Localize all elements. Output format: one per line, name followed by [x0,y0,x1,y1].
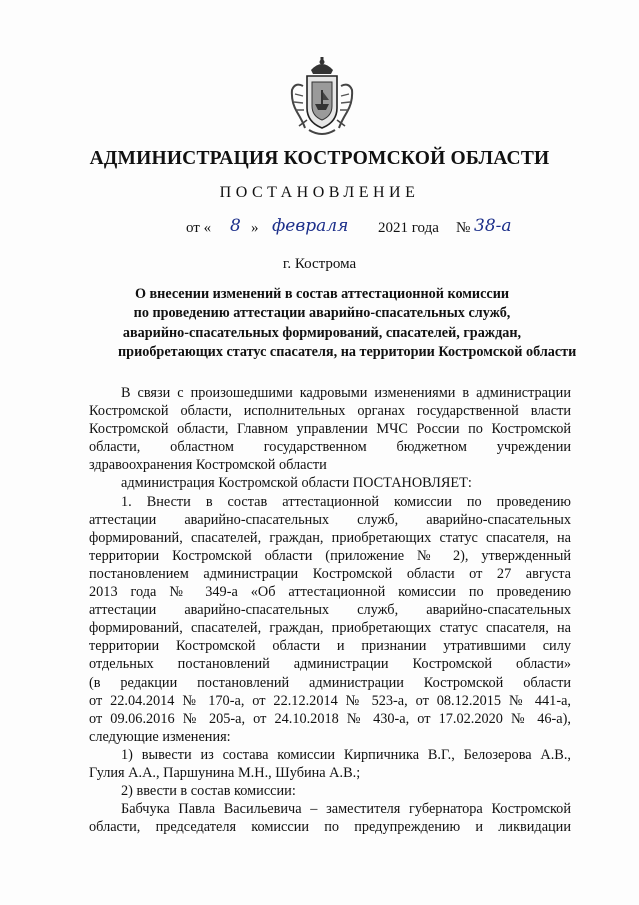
doc-number: 38-а [474,216,512,236]
body-line: постановлением администрации Костромской области от 27 августа [89,565,571,582]
subject-line: О внесении изменений в состав аттестационной комиссии [134,286,510,302]
body-line: 2) ввести в состав комиссии: [121,783,296,800]
body-line: области, областном государственном бюджетном учреждении [89,439,571,456]
date-year: 2021 года [378,220,439,236]
date-day: 8 [230,216,241,236]
body-line: формирований, спасателей, граждан, приобретающих статус спасателя, на [89,620,571,637]
body-line: отдельных постановлений администрации Костромской области» [89,656,571,673]
document-type: ПОСТАНОВЛЕНИЕ [219,184,420,201]
coat-of-arms-emblem [289,56,355,140]
organization-title: АДМИНИСТРАЦИЯ КОСТРОМСКОЙ ОБЛАСТИ [89,148,550,169]
date-month: февраля [272,216,349,236]
date-line [0,217,639,239]
body-line: территории Костромской области и признании утратившими силу [89,638,571,655]
document-body [89,384,571,836]
body-line: области, председателя комиссии по предупреждению и ликвидации [89,819,571,836]
body-line: Гулия А.А., Паршунина М.Н., Шубина А.В.; [89,764,361,781]
subject-line: аварийно-спасательных формирований, спасателей, граждан, [122,324,522,341]
body-line: аттестации аварийно-спасательных служб, аварийно-спасательных [89,602,571,619]
document-subject [118,285,577,363]
body-line: от 22.04.2014 № 170-а, от 22.12.2014 № 523-а, от 08.12.2015 № 441-а, [89,692,571,709]
body-line: здравоохранения Костромской области [89,457,327,474]
body-line: 1. Внести в состав аттестационной комиссии по проведению [121,493,571,510]
body-line: Костромской области, Главном управлении МЧС России по Костромской [89,421,571,438]
body-line: от 09.06.2016 № 205-а, от 24.10.2018 № 430-а, от 17.02.2020 № 46-а), [89,710,571,727]
date-sep: » [251,220,259,236]
body-line: территории Костромской области (приложение № 2), утвержденный [89,547,571,564]
body-line: следующие изменения: [89,728,231,745]
body-line: аттестации аварийно-спасательных служб, аварийно-спасательных [89,511,571,528]
body-line: администрация Костромской области ПОСТАНОВЛЯЕТ: [121,475,472,492]
city: г. Кострома [282,256,357,272]
body-line: формирований, спасателей, граждан, приобретающих статус спасателя, на [89,529,571,546]
body-line: Костромской области, исполнительных органах государственной власти [89,403,571,420]
body-line: 1) вывести из состава комиссии Кирпичника В.Г., Белозерова А.В., [121,746,571,763]
doc-number-prefix: № [456,220,471,236]
date-prefix: от « [186,220,212,236]
body-line: В связи с произошедшими кадровыми изменениями в администрации [121,385,571,401]
body-line: Бабчука Павла Васильевича – заместителя губернатора Костромской [121,801,571,818]
subject-line: приобретающих статус спасателя, на территории Костромской области [118,344,577,361]
body-line: 2013 года № 349-а «Об аттестационной комиссии по проведению [89,584,571,601]
subject-line: по проведению аттестации аварийно-спасательных служб, [133,305,511,322]
body-line: (в редакции постановлений администрации Костромской области [89,674,571,691]
